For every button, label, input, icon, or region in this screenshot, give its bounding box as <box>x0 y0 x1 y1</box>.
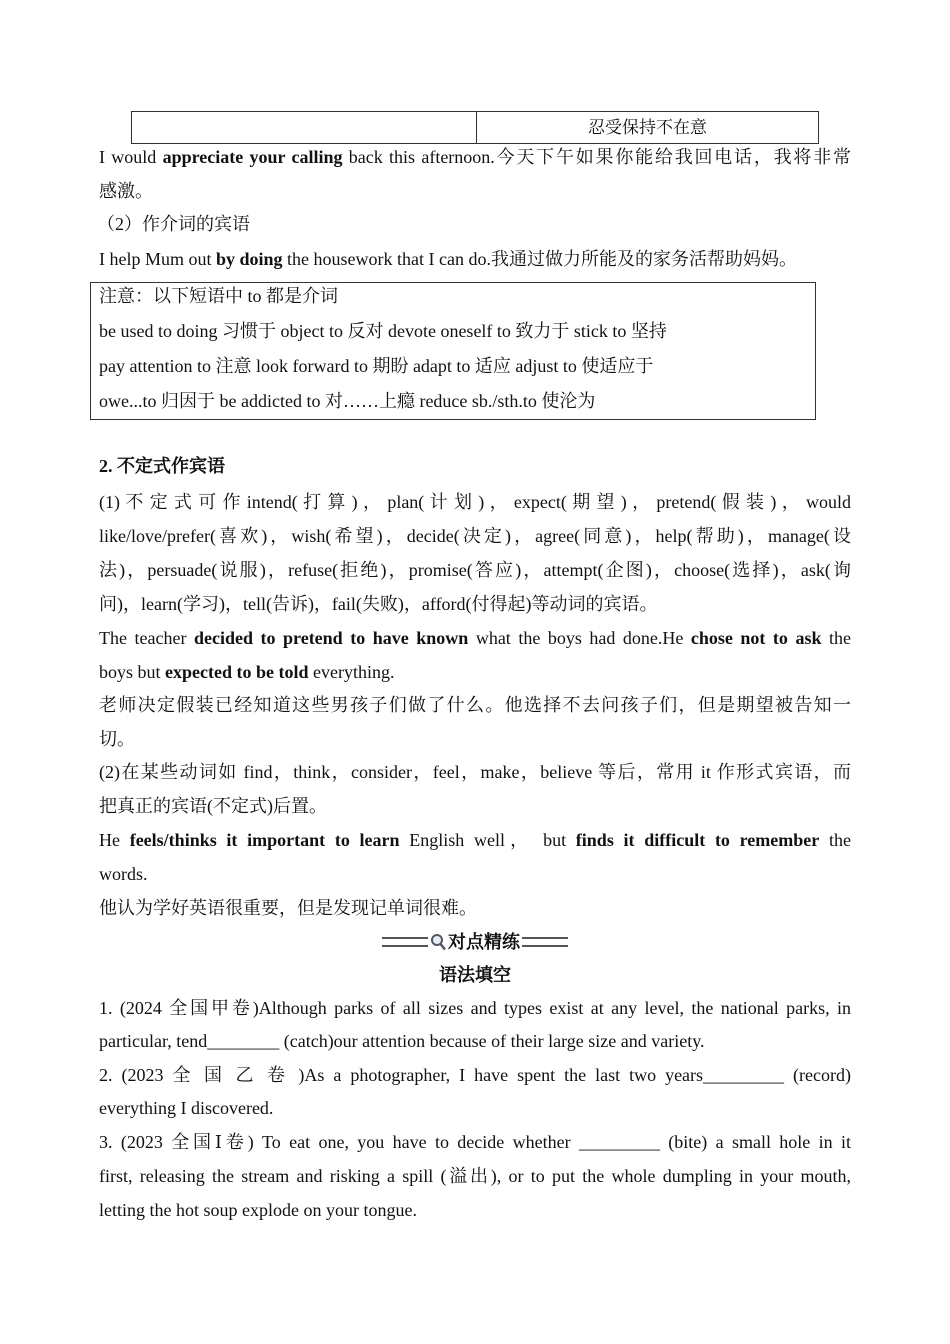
magnifier-icon <box>430 933 446 951</box>
example-by-doing: I help Mum out by doing the housework that I can do.我通过做力所能及的家务活帮助妈妈。 <box>99 249 797 269</box>
question-line: 1. (2024 全国甲卷)Although parks of all sizes and types exist at any level, the national parks, in <box>99 998 851 1018</box>
example-appreciate-cont: 感激。 <box>99 181 153 201</box>
note-title: 注意：以下短语中 to 都是介词 <box>99 286 338 306</box>
double-rule-right <box>522 937 568 947</box>
question-line: 3. (2023 全国Ⅰ卷) To eat one, you have to decide whether _________ (bite) a small hole in it <box>99 1132 851 1152</box>
body-line: (1) 不 定 式 可 作 intend( 打 算 ) ， plan( 计 划 ) ， expect( 期 望 ) ， pretend( 假 装 ) ， would <box>99 492 851 512</box>
question-line: everything I discovered. <box>99 1098 274 1118</box>
question-line: letting the hot soup explode on your tongue. <box>99 1200 417 1220</box>
table-cell-right: 忍受保持不在意 <box>588 118 707 137</box>
translation-line: 他认为学好英语很重要，但是发现记单词很难。 <box>99 898 477 918</box>
example-sentence: He feels/thinks it important to learn English well， but finds it difficult to remember the <box>99 830 851 850</box>
translation-line: 切。 <box>99 729 135 749</box>
example-sentence-cont: words. <box>99 864 148 884</box>
note-row: be used to doing 习惯于 object to 反对 devote oneself to 致力于 stick to 坚持 <box>99 321 667 341</box>
banner-title: 对点精练 <box>448 932 520 952</box>
question-line: first, releasing the stream and risking a spill (溢出), or to put the whole dumpling in your mouth, <box>99 1166 851 1186</box>
translation-line: 老师决定假装已经知道这些男孩子们做了什么。他选择不去问孩子们，但是期望被告知一 <box>99 695 851 715</box>
body-line: 法)，persuade(说服)，refuse(拒绝)，promise(答应)，attempt(企图)，choose(选择)，ask(询 <box>99 560 851 580</box>
body-line: like/love/prefer(喜欢)，wish(希望)，decide(决定)，agree(同意)，help(帮助)，manage(设 <box>99 526 851 546</box>
section-heading: 2. 不定式作宾语 <box>99 456 225 476</box>
subheading-prep-object: （2）作介词的宾语 <box>97 214 250 234</box>
body-line: 把真正的宾语(不定式)后置。 <box>99 796 327 816</box>
note-box <box>90 282 816 420</box>
example-sentence-cont: boys but expected to be told everything. <box>99 662 395 682</box>
example-sentence: The teacher decided to pretend to have known what the boys had done.He chose not to ask the <box>99 628 851 648</box>
practice-subtitle: 语法填空 <box>439 965 511 985</box>
top-table <box>131 111 819 144</box>
question-line: 2. (2023 全 国 乙 卷 )As a photographer, I have spent the last two years_________ (record) <box>99 1065 851 1085</box>
note-row: owe...to 归因于 be addicted to 对……上瘾 reduce sb./sth.to 使沦为 <box>99 391 596 411</box>
practice-banner <box>99 929 851 954</box>
body-line: 问)，learn(学习)，tell(告诉)，fail(失败)，afford(付得起)等动词的宾语。 <box>99 594 658 614</box>
question-line: particular, tend________ (catch)our attention because of their large size and variety. <box>99 1031 705 1051</box>
note-row: pay attention to 注意 look forward to 期盼 adapt to 适应 adjust to 使适应于 <box>99 356 654 376</box>
example-appreciate: I would appreciate your calling back this afternoon.今天下午如果你能给我回电话，我将非常 <box>99 147 851 167</box>
double-rule-left <box>382 937 428 947</box>
table-cell-left <box>132 112 477 143</box>
body-line: (2)在某些动词如 find，think，consider，feel，make，believe 等后，常用 it 作形式宾语，而 <box>99 762 851 782</box>
